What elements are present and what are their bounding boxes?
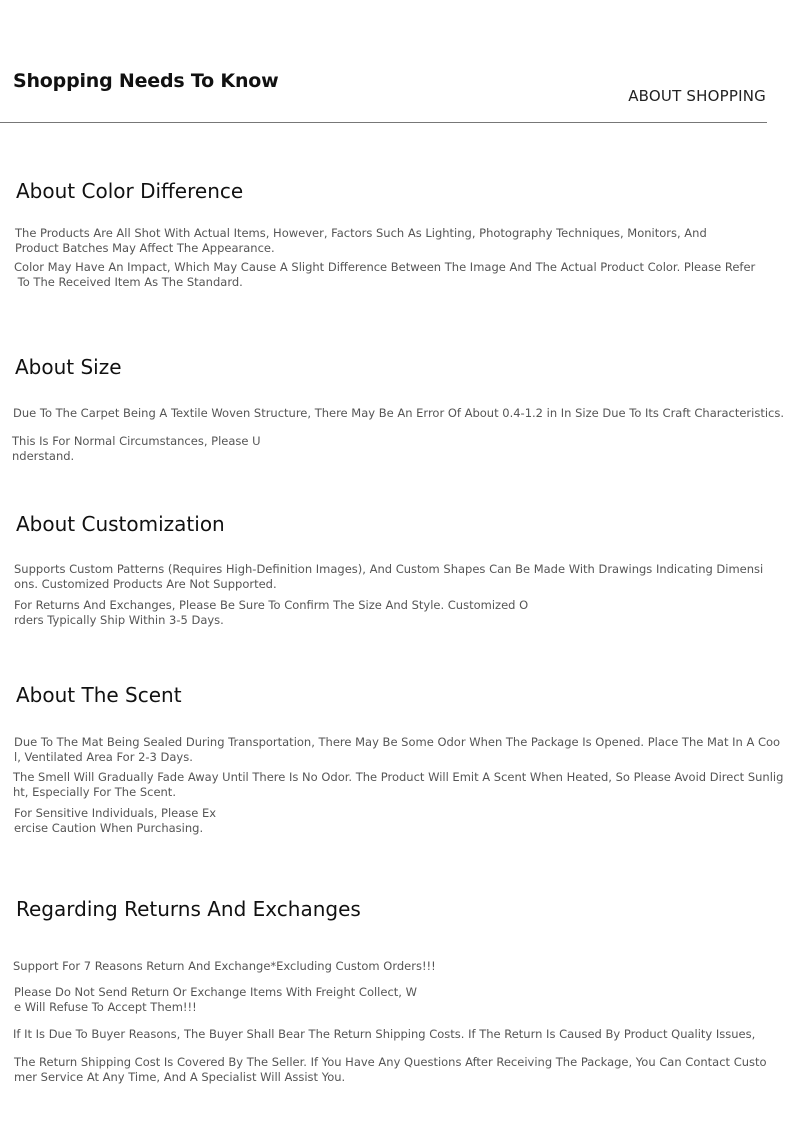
text-line: For Returns And Exchanges, Please Be Sure To Confirm The Size And Style. Customized O [14,598,529,612]
section-heading-size: About Size [15,355,122,379]
text-line: The Products Are All Shot With Actual Items, However, Factors Such As Lighting, Photography Techniques, Monitors, And [15,226,707,240]
text-line: Supports Custom Patterns (Requires High-Definition Images), And Custom Shapes Can Be Made With Drawings Indicating Dimensi [14,562,764,576]
paragraph-scent-2 [13,770,783,799]
text-line: Please Do Not Send Return Or Exchange Items With Freight Collect, W [14,985,417,999]
paragraph-returns-3 [13,1027,755,1042]
page-title: Shopping Needs To Know [13,70,279,92]
section-heading-color-difference: About Color Difference [16,179,244,203]
text-line: The Smell Will Gradually Fade Away Until There Is No Odor. The Product Will Emit A Scent When Heated, So Please Avoid Direct Sunlig [13,770,784,784]
paragraph-returns-1 [13,959,436,974]
text-line: rders Typically Ship Within 3-5 Days. [14,612,224,627]
paragraph-color-difference-1 [15,226,707,255]
paragraph-size-2 [12,434,261,463]
text-line: The Return Shipping Cost Is Covered By The Seller. If You Have Any Questions After Receiving The Package, You Can Contact Custo [14,1055,767,1069]
paragraph-customization-1 [14,562,763,591]
section-heading-returns: Regarding Returns And Exchanges [16,897,361,921]
section-heading-scent: About The Scent [16,683,182,707]
section-heading-customization: About Customization [16,512,225,536]
paragraph-customization-2 [14,598,528,627]
text-line: ht, Especially For The Scent. [13,784,176,799]
paragraph-returns-4 [14,1055,767,1084]
text-line: If It Is Due To Buyer Reasons, The Buyer Shall Bear The Return Shipping Costs. If The Return Is Caused By Product Quality Issues, [13,1027,756,1041]
text-line: Support For 7 Reasons Return And Exchange*Excluding Custom Orders!!! [13,959,436,973]
text-line: Product Batches May Affect The Appearance. [15,240,275,255]
text-line: Color May Have An Impact, Which May Cause A Slight Difference Between The Image And The Actual Product Color. Please Refer [14,260,756,274]
paragraph-color-difference-2 [14,260,755,289]
text-line: Due To The Carpet Being A Textile Woven Structure, There May Be An Error Of About 0.4-1.2 in In Size Due To Its Craft Characteristics. [13,406,785,420]
text-line: To The Received Item As The Standard. [14,274,243,289]
paragraph-scent-3 [14,806,216,835]
paragraph-scent-1 [14,735,780,764]
text-line: For Sensitive Individuals, Please Ex [14,806,217,820]
text-line: nderstand. [12,448,75,463]
paragraph-returns-2 [14,985,417,1014]
text-line: This Is For Normal Circumstances, Please U [12,434,261,448]
text-line: mer Service At Any Time, And A Specialist Will Assist You. [14,1069,346,1084]
page-subtitle: ABOUT SHOPPING [628,87,766,105]
text-line: Due To The Mat Being Sealed During Transportation, There May Be Some Odor When The Package Is Opened. Place The Mat In A Coo [14,735,781,749]
text-line: e Will Refuse To Accept Them!!! [14,999,197,1014]
header-divider [0,122,767,123]
text-line: l, Ventilated Area For 2-3 Days. [14,749,193,764]
text-line: ercise Caution When Purchasing. [14,820,204,835]
text-line: ons. Customized Products Are Not Supported. [14,576,277,591]
paragraph-size-1 [13,406,784,421]
